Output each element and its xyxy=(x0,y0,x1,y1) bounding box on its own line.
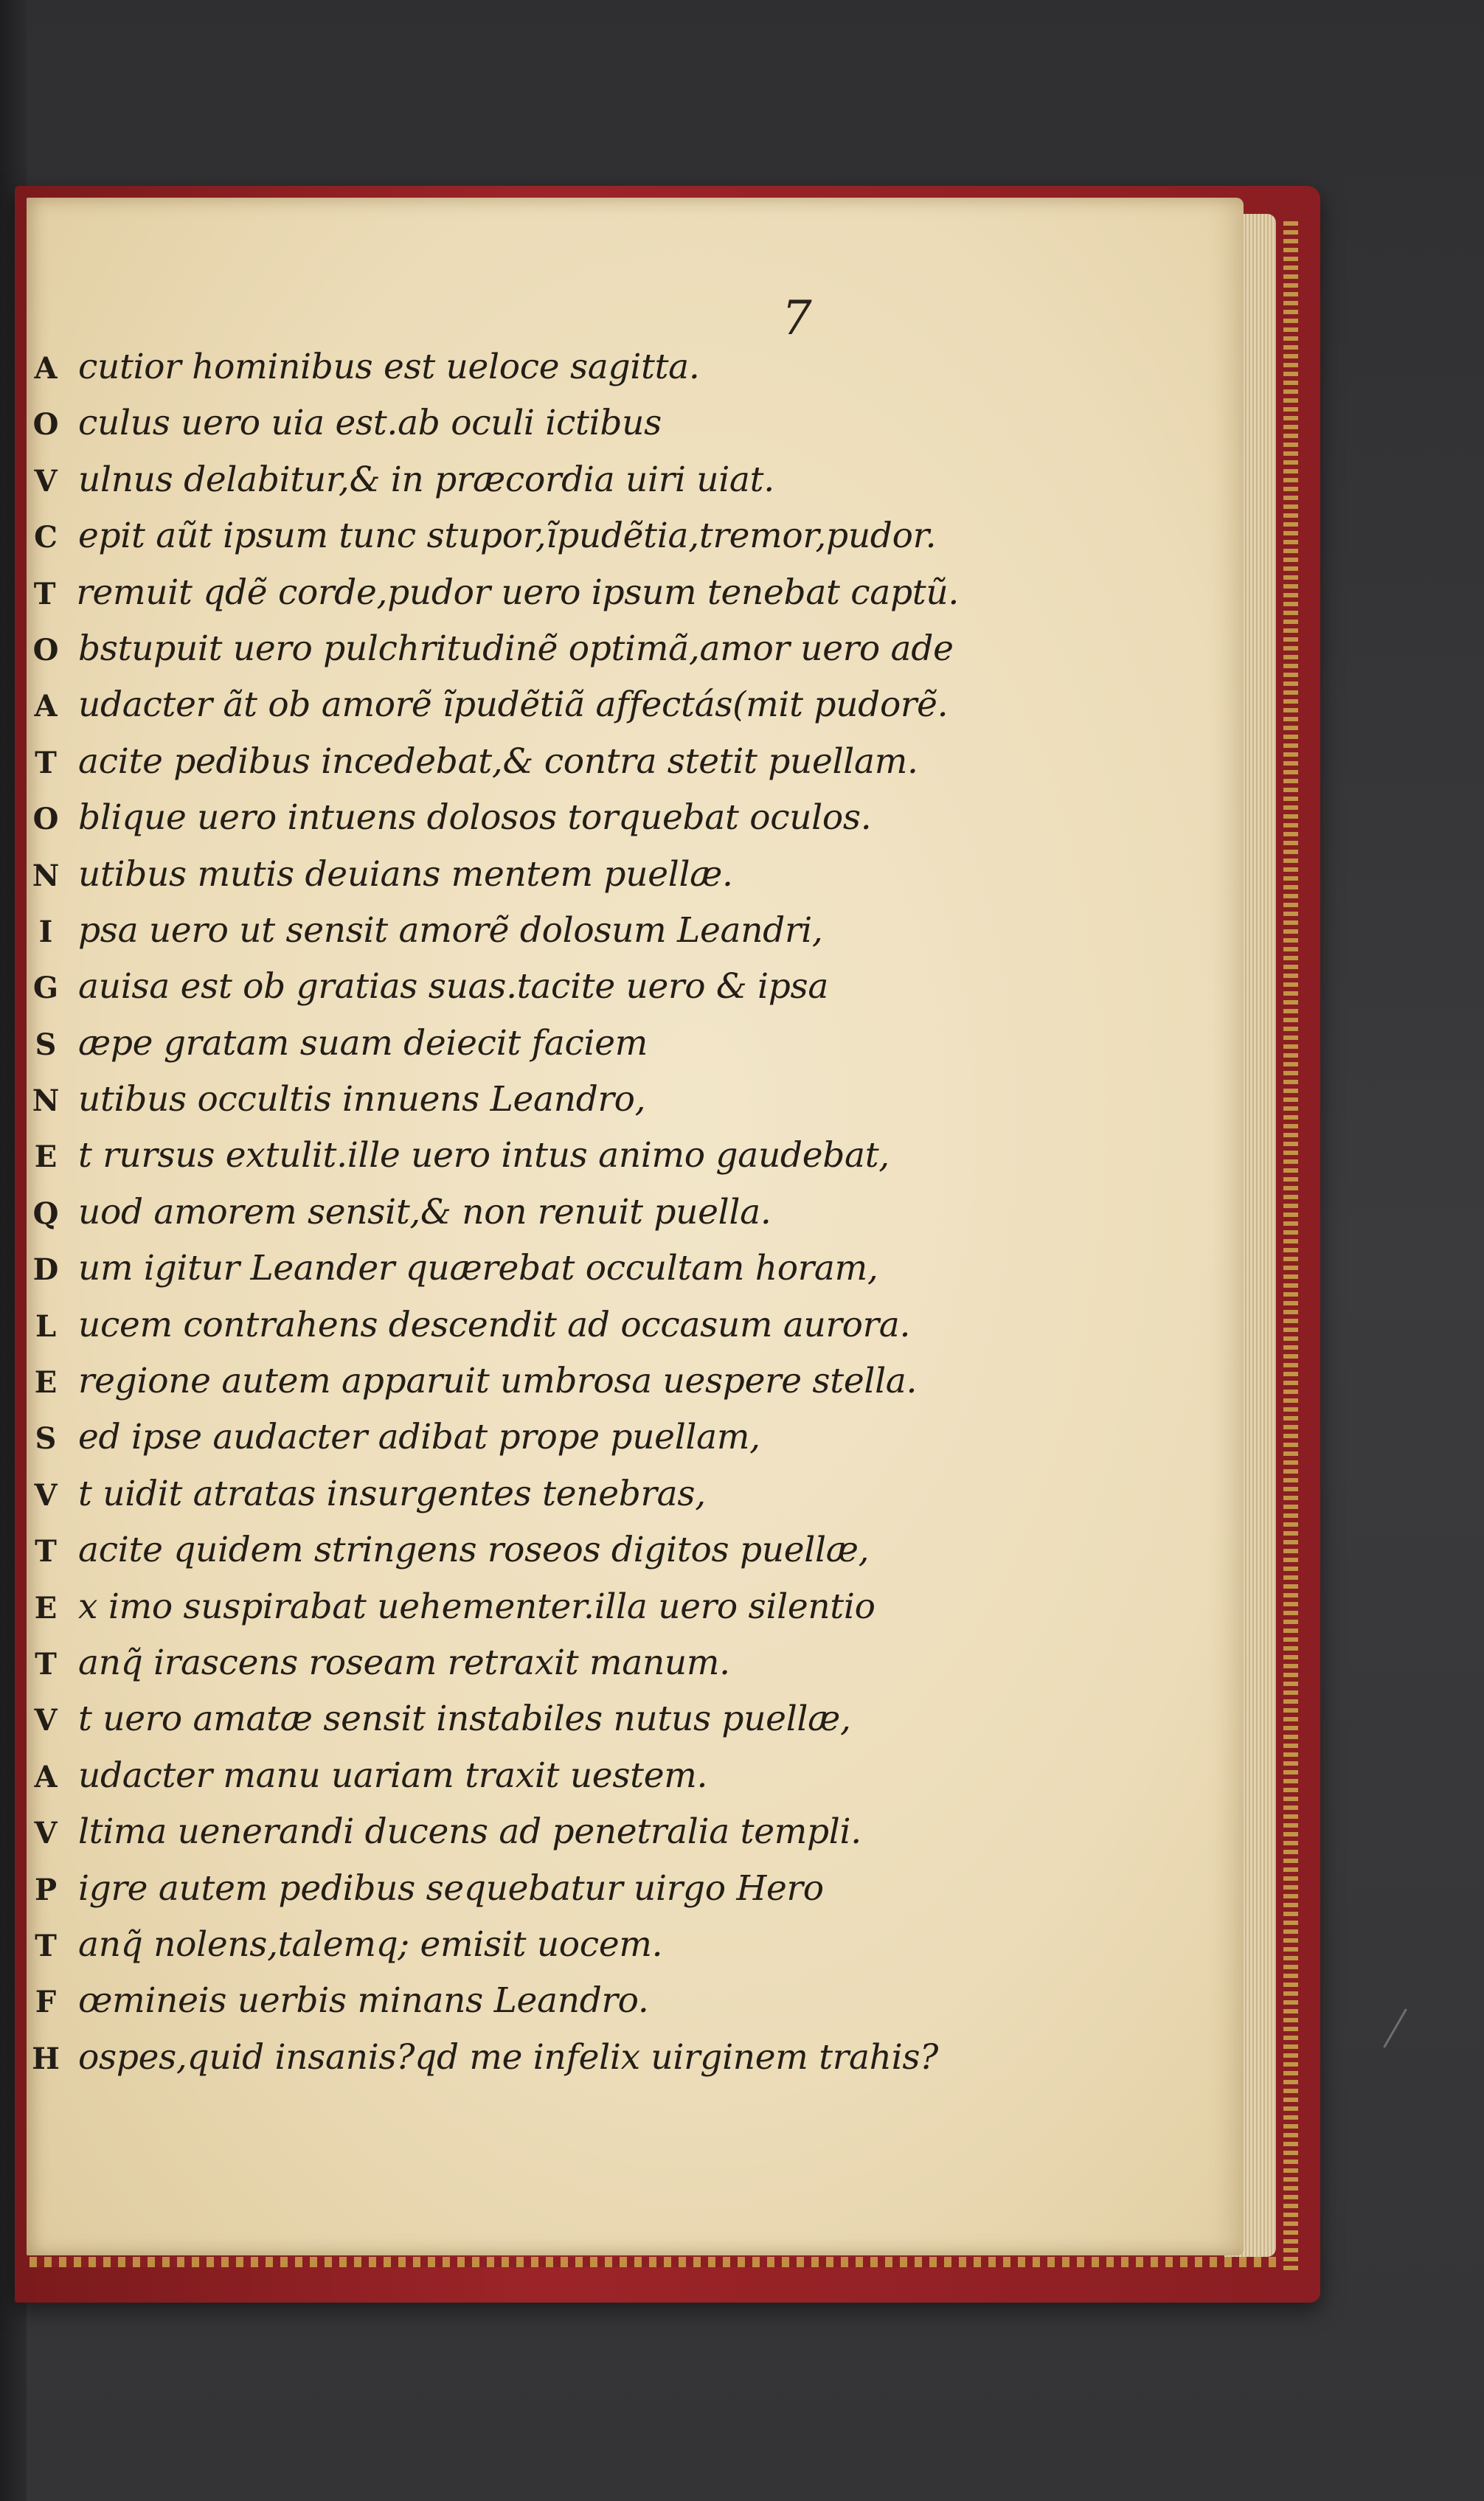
verse-line xyxy=(30,1474,959,1530)
verse-initial: D xyxy=(32,1252,59,1288)
verse-text: culus uero uia est.ab oculi ictibus xyxy=(78,403,662,444)
verse-line xyxy=(30,1586,959,1643)
verse-initial: E xyxy=(34,1140,58,1175)
verse-text: ulnus delabitur,& in præcordia uiri uiat. xyxy=(78,459,774,500)
verse-text: ltima uenerandi ducens ad penetralia templi. xyxy=(78,1811,861,1853)
verse-line xyxy=(30,966,959,1022)
verse-text: utibus mutis deuians mentem puellæ. xyxy=(78,853,733,895)
verse-text: utibus occultis innuens Leandro, xyxy=(78,1079,646,1120)
verse-text: æpe gratam suam deiecit faciem xyxy=(78,1022,648,1064)
verse-line xyxy=(30,2037,959,2093)
verse-initial: V xyxy=(34,1816,58,1851)
verse-line xyxy=(30,1248,959,1304)
background-scratch xyxy=(1383,2008,1407,2047)
verse-line xyxy=(30,1811,959,1867)
verse-initial: G xyxy=(32,971,59,1006)
verse-initial: V xyxy=(34,463,58,499)
verse-text: udacter manu uariam traxit uestem. xyxy=(78,1755,708,1796)
verse-line xyxy=(30,1023,959,1079)
verse-initial: O xyxy=(32,632,59,667)
verse-initial: T xyxy=(33,576,56,611)
verse-line xyxy=(30,1755,959,1811)
verse-line xyxy=(30,910,959,966)
verse-text: epit aũt ipsum tunc stupor,ĩpudẽtia,tremor,pudor. xyxy=(78,516,937,557)
verse-initial: T xyxy=(35,1534,57,1569)
verse-text: acite quidem stringens roseos digitos puellæ, xyxy=(78,1530,870,1571)
verse-line xyxy=(30,347,959,403)
verse-initial: A xyxy=(34,1759,58,1794)
verse-initial: E xyxy=(34,1590,58,1626)
verse-text: remuit qdẽ corde,pudor uero ipsum tenebat captũ. xyxy=(76,572,959,613)
verse-initial: A xyxy=(34,351,58,386)
verse-line xyxy=(30,1305,959,1361)
verse-line xyxy=(30,1135,959,1191)
verse-text: auisa est ob gratias suas.tacite uero & ipsa xyxy=(78,966,829,1007)
verse-initial: C xyxy=(34,520,58,555)
verse-line xyxy=(30,1417,959,1473)
verse-line xyxy=(30,1699,959,1755)
verse-text: regione autem apparuit umbrosa uespere stella. xyxy=(78,1361,918,1402)
verse-line xyxy=(30,1643,959,1699)
verse-line xyxy=(30,741,959,797)
verse-line xyxy=(30,572,959,628)
verse-text: ucem contrahens descendit ad occasum aurora. xyxy=(78,1304,911,1345)
verse-line xyxy=(30,459,959,516)
verse-line xyxy=(30,854,959,910)
verse-text: uod amorem sensit,& non renuit puella. xyxy=(78,1191,772,1232)
verse-line xyxy=(30,403,959,459)
verse-initial: T xyxy=(35,1928,57,1963)
verse-text: cutior hominibus est ueloce sagitta. xyxy=(78,347,700,387)
verse-initial: E xyxy=(34,1365,58,1401)
verse-initial: V xyxy=(34,1477,58,1513)
verse-initial: V xyxy=(34,1703,58,1738)
verse-text: anq̃ irascens roseam retraxit manum. xyxy=(78,1642,730,1683)
verse-initial: T xyxy=(35,1646,57,1682)
verse-text: t uidit atratas insurgentes tenebras, xyxy=(78,1473,706,1514)
verse-text: x imo suspirabat uehementer.illa uero silentio xyxy=(78,1586,876,1627)
verse-initial: T xyxy=(35,745,57,780)
verse-text: blique uero intuens dolosos torquebat oculos. xyxy=(78,797,872,839)
verse-text: œmineis uerbis minans Leandro. xyxy=(78,1980,649,2022)
verse-block xyxy=(30,347,959,2093)
verse-initial: S xyxy=(35,1027,57,1062)
verse-line xyxy=(30,797,959,853)
verse-initial: F xyxy=(35,1985,57,2020)
verse-text: ospes,quid insanis?qd me infelix uirginem trahis? xyxy=(78,2036,939,2078)
verse-text: t uero amatæ sensit instabiles nutus puellæ, xyxy=(78,1699,851,1740)
verse-initial: I xyxy=(38,914,53,949)
verse-line xyxy=(30,1079,959,1135)
verse-initial: A xyxy=(34,689,58,724)
verse-initial: O xyxy=(32,407,59,443)
verse-initial: O xyxy=(32,802,59,837)
verse-initial: N xyxy=(32,858,60,893)
verse-line xyxy=(30,1980,959,2036)
verse-line xyxy=(30,1192,959,1248)
verse-text: acite pedibus incedebat,& contra stetit puellam. xyxy=(78,740,918,782)
gilt-border-bottom xyxy=(30,2257,1283,2267)
verse-text: igre autem pedibus sequebatur uirgo Hero xyxy=(78,1867,824,1909)
verse-initial: L xyxy=(35,1308,57,1344)
page-number: 7 xyxy=(782,291,812,346)
verse-initial: Q xyxy=(32,1196,59,1231)
verse-text: anq̃ nolens,talemq; emisit uocem. xyxy=(78,1924,663,1965)
verse-line xyxy=(30,1530,959,1586)
verse-initial: S xyxy=(35,1421,57,1457)
verse-line xyxy=(30,1361,959,1417)
verse-text: ed ipse audacter adibat prope puellam, xyxy=(78,1417,760,1458)
verse-line xyxy=(30,516,959,572)
verse-line xyxy=(30,1868,959,1924)
gilt-border-right xyxy=(1283,221,1298,2272)
verse-line xyxy=(30,684,959,740)
verse-text: udacter ãt ob amorẽ ĩpudẽtiã affectás(mit pudorẽ. xyxy=(78,684,949,726)
verse-line xyxy=(30,628,959,684)
verse-text: um igitur Leander quærebat occultam horam, xyxy=(78,1248,878,1289)
verse-text: psa uero ut sensit amorẽ dolosum Leandri, xyxy=(78,909,823,951)
verse-initial: P xyxy=(34,1872,58,1907)
verse-initial: N xyxy=(32,1083,60,1119)
verse-line xyxy=(30,1924,959,1980)
verse-initial: H xyxy=(32,2041,60,2076)
verse-text: t rursus extulit.ille uero intus animo gaudebat, xyxy=(78,1135,890,1176)
verse-text: bstupuit uero pulchritudinẽ optimã,amor uero ade xyxy=(78,628,954,669)
